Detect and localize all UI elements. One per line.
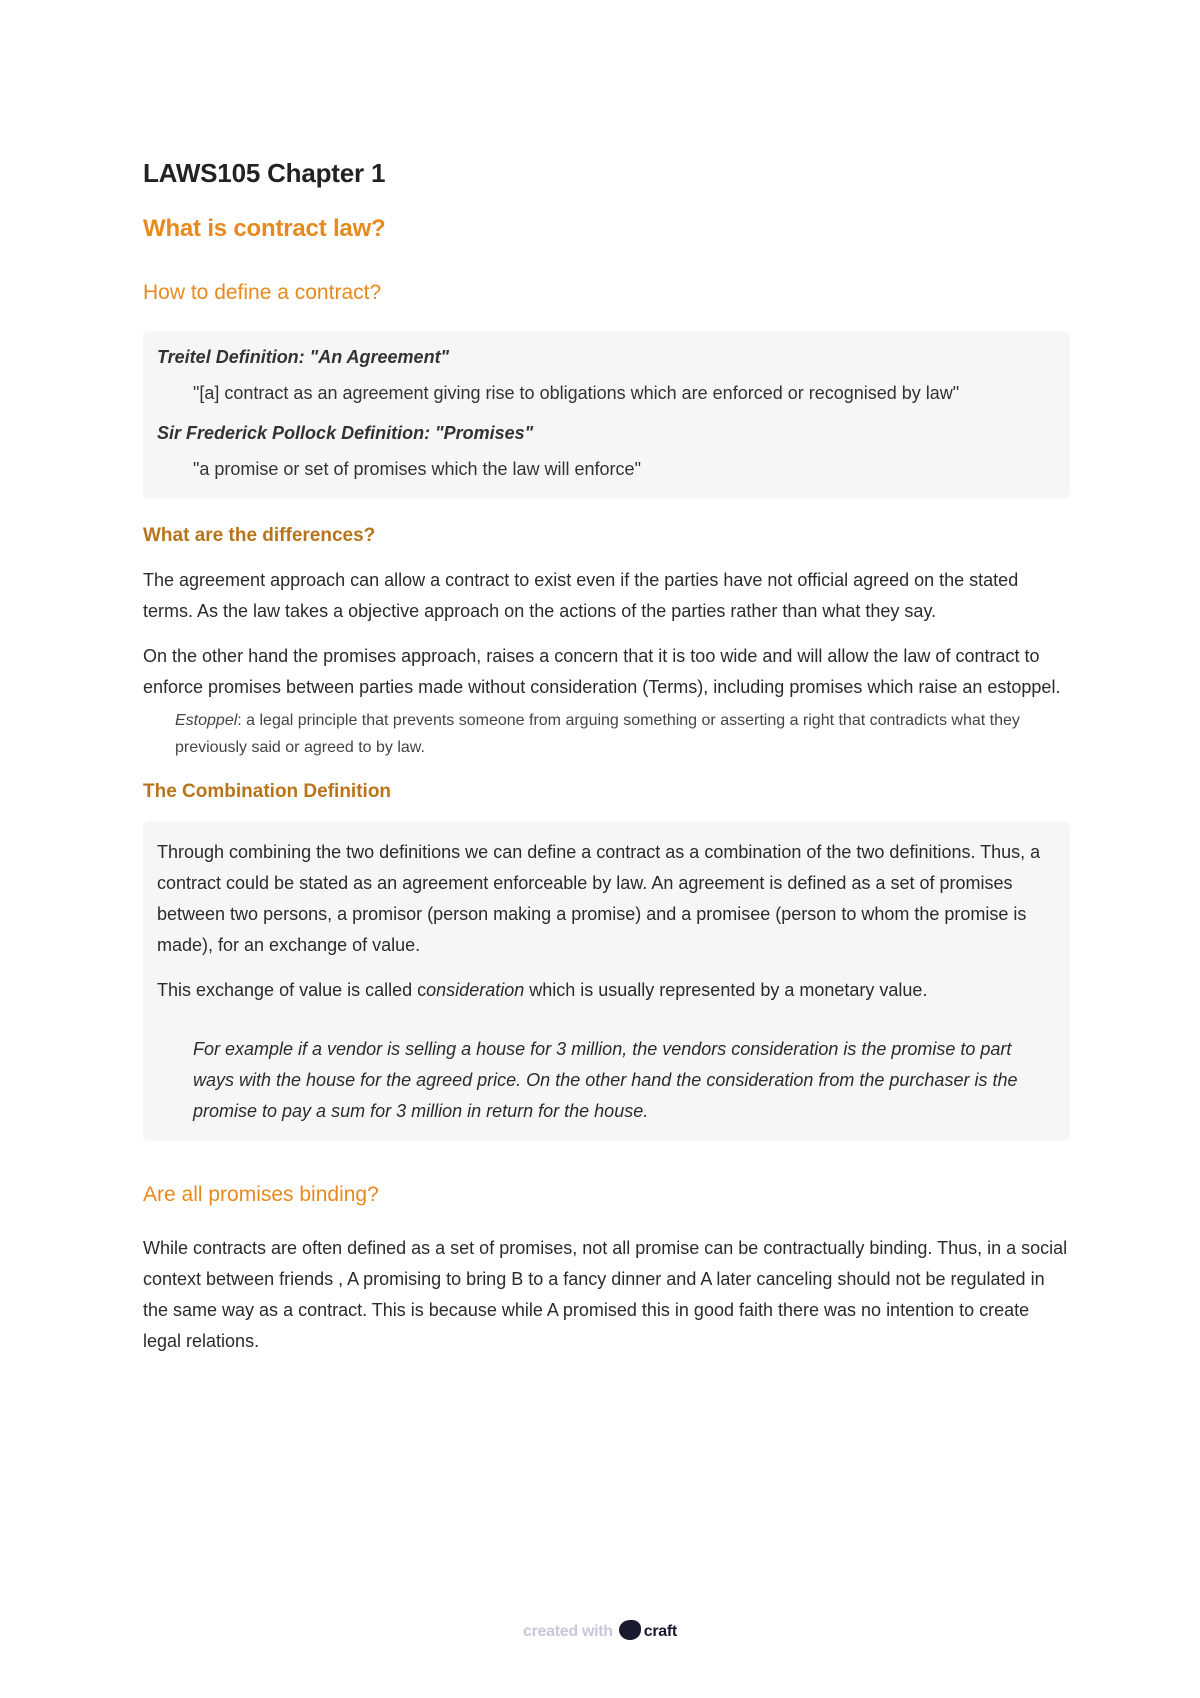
consideration-text-b: which is usually represented by a monetary value. xyxy=(524,980,928,1000)
craft-logo-icon xyxy=(619,1620,641,1640)
consideration-text-a: This exchange of value is called c xyxy=(157,980,427,1000)
treitel-definition-title: Treitel Definition: "An Agreement" xyxy=(157,347,450,367)
footer-brand-text: craft xyxy=(643,1623,677,1640)
document-title: LAWS105 Chapter 1 xyxy=(143,158,386,188)
binding-paragraph-1: While contracts are often defined as a set of promises, not all promise can be contractually binding. Thus, in a social context between friends , A promising to bring B to a fancy dinner and A later canceling should not be regulated in the same way as a contract. This is because while A promised this in good faith there was no intention to create legal relations. xyxy=(143,1238,1068,1351)
pollock-definition-quote: "a promise or set of promises which the law will enforce" xyxy=(193,459,641,479)
heading-what-is-contract-law: What is contract law? xyxy=(143,215,386,242)
heading-are-all-promises-binding: Are all promises binding? xyxy=(143,1183,379,1206)
pollock-definition-title: Sir Frederick Pollock Definition: "Promises" xyxy=(157,423,534,443)
combination-card xyxy=(143,821,1070,1141)
differences-paragraph-1: The agreement approach can allow a contract to exist even if the parties have not official agreed on the stated terms. As the law takes a objective approach on the actions of the parties rather than what they say. xyxy=(143,570,1019,621)
definitions-card xyxy=(143,331,1070,499)
heading-combination-definition: The Combination Definition xyxy=(143,781,392,802)
footer-created-with-text: created with xyxy=(523,1623,613,1640)
combination-paragraph-2 xyxy=(157,975,1056,1006)
heading-how-to-define: How to define a contract? xyxy=(143,281,382,304)
estoppel-term: Estoppel xyxy=(175,712,238,729)
treitel-definition-quote: "[a] contract as an agreement giving rise to obligations which are enforced or recognised by law" xyxy=(193,383,960,403)
consideration-example: For example if a vendor is selling a house for 3 million, the vendors consideration is the promise to part ways with the house for the agreed price. On the other hand the consideration from the purchaser is the promise to pay a sum for 3 million in return for the house. xyxy=(193,1039,1018,1121)
combination-paragraph-1: Through combining the two definitions we can define a contract as a combination of the two definitions. Thus, a contract could be stated as an agreement enforceable by law. An agreement is defined as a set of promises between two persons, a promisor (person making a promise) and a promisee (person to whom the promise is made), for an exchange of value. xyxy=(157,842,1041,955)
document-page xyxy=(143,158,1070,1371)
differences-paragraph-2: On the other hand the promises approach, raises a concern that it is too wide and will allow the law of contract to enforce promises between parties made without consideration (Terms), including promises which raise an estoppel. xyxy=(143,646,1061,697)
estoppel-definition: : a legal principle that prevents someone from arguing something or asserting a right that contradicts what they previously said or agreed to by law. xyxy=(175,712,1020,756)
consideration-term: onsideration xyxy=(426,980,525,1000)
heading-differences: What are the differences? xyxy=(143,525,376,546)
footer-created-with-craft xyxy=(0,1620,1200,1641)
estoppel-note xyxy=(175,707,1070,761)
